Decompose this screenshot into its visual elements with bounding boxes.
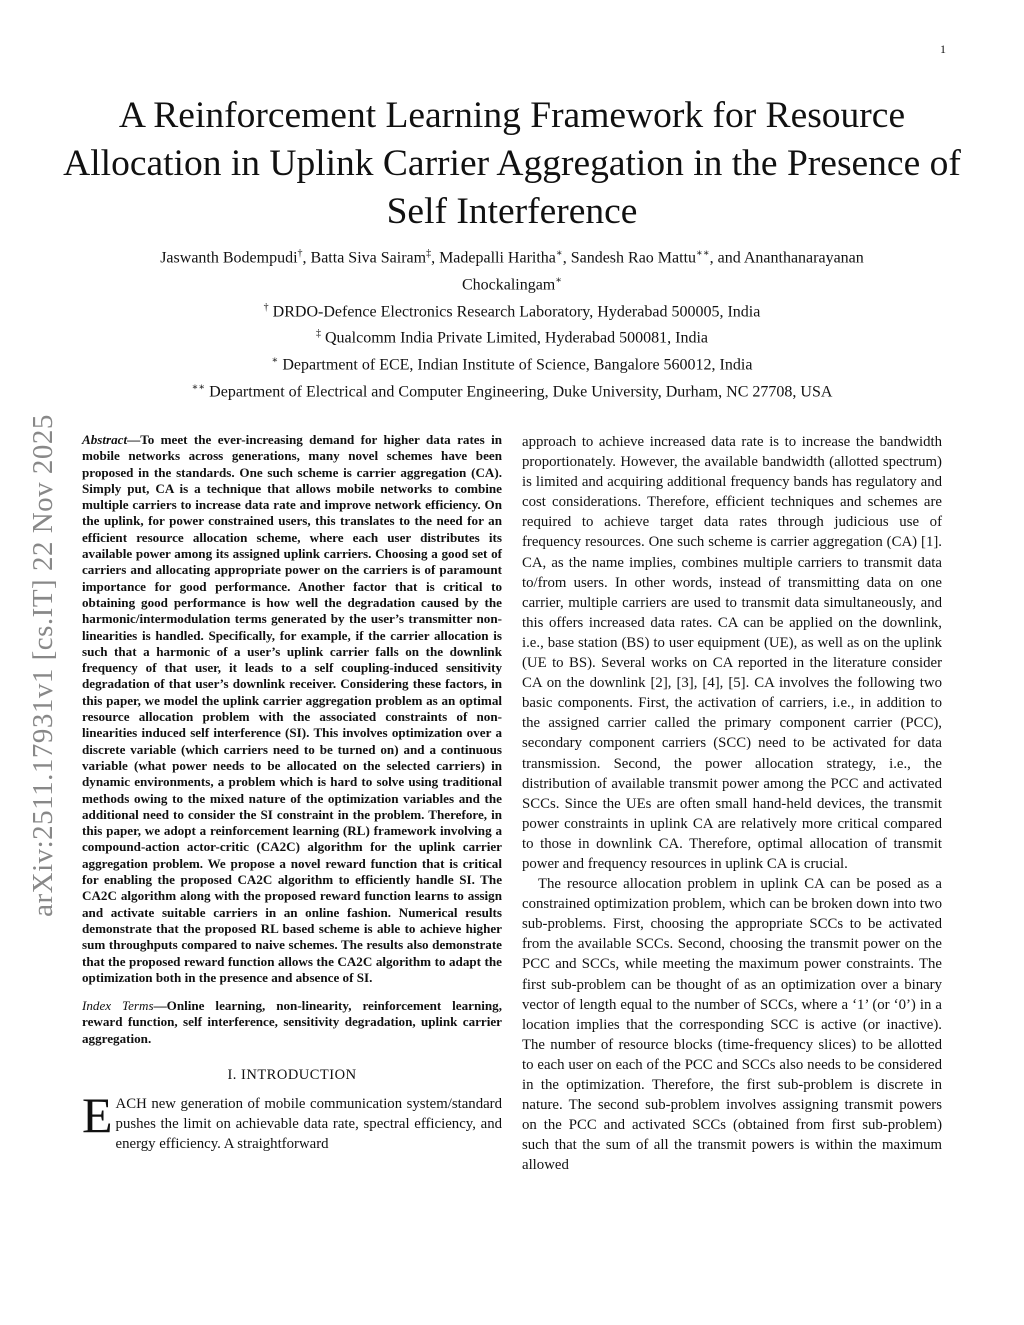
author-list bbox=[120, 243, 904, 297]
index-terms-text: —Online learning, non-linearity, reinforcement learning, reward function, self interference, sensitivity degradation, uplink carrier aggregation. bbox=[82, 998, 502, 1046]
intro-text: ACH new generation of mobile communication system/standard pushes the limit on achievable data rate, spectral efficiency, and energy efficiency. A straightforward bbox=[115, 1096, 502, 1153]
author-mark: ‡ bbox=[426, 248, 432, 259]
affiliation bbox=[120, 297, 904, 324]
page-number: 1 bbox=[940, 42, 946, 56]
author-name: , Batta Siva Sairam bbox=[302, 249, 427, 267]
drop-cap: E bbox=[82, 1087, 113, 1144]
affiliation-mark: † bbox=[263, 301, 269, 313]
abstract bbox=[82, 432, 502, 986]
paper-title: A Reinforcement Learning Framework for Resource Allocation in Uplink Carrier Aggregation in the Presence of Self Interference bbox=[63, 95, 961, 232]
affiliation-text: Department of ECE, Indian Institute of Science, Bangalore 560012, India bbox=[278, 356, 753, 374]
author-name: , Sandesh Rao Mattu bbox=[562, 249, 697, 267]
affiliation bbox=[120, 377, 904, 404]
arxiv-stamp bbox=[8, 375, 78, 955]
affiliation-mark: ∗∗ bbox=[191, 382, 206, 394]
affiliation bbox=[120, 323, 904, 350]
author-mark: † bbox=[297, 248, 303, 259]
author-mark: ∗ bbox=[555, 274, 563, 286]
body-paragraph: approach to achieve increased data rate is to increase the bandwidth proportionately. However, the available bandwidth (allotted spectrum) is limited and acquiring additional frequency bands has regulatory and cost considerations. Therefore, efficient techniques and schemes are required to achieve target data rates through judicious use of frequency resources. One such scheme is carrier aggregation (CA) [1]. CA, as the name implies, combines multiple carriers to transmit data to/from users. In other words, instead of transmitting data on one carrier, multiple carriers are used to transmit data simultaneously, and this offers increased data rates. CA can be applied on the downlink, i.e., base station (BS) to user equipment (UE), as well as on the uplink (UE to BS). Several works on CA reported in the literature consider CA on the downlink [2], [3], [4], [5]. CA involves the following two basic components. First, the activation of carriers, i.e., in addition to the assigned carrier called the primary component carrier (PCC), secondary component carriers (SCC) need to be activated for data transmission. Second, the power allocation strategy, i.e., the distribution of available transmit power among the PCC and activated SCCs. Since the UEs are often small hand-held devices, the transmit power constraints in uplink CA are relatively more critical compared to those in downlink CA. Therefore, optimal allocation of transmit power and frequency resources in uplink CA is crucial. bbox=[522, 434, 942, 872]
right-column bbox=[522, 432, 942, 1175]
abstract-label: Abstract bbox=[82, 432, 128, 447]
author-block bbox=[120, 243, 904, 404]
affiliation-mark: ∗ bbox=[271, 355, 279, 367]
index-terms bbox=[82, 998, 502, 1047]
body-paragraph: The resource allocation problem in uplink CA can be posed as a constrained optimization problem, which can be broken down into two sub-problems. First, choosing the appropriate SCCs to be activated from the available SCCs. Second, choosing the transmit power on the PCC and SCCs, while meeting the maximum power constraints. The first sub-problem can be thought of as an optimization over a binary vector of length equal to the number of SCCs, where a ‘1’ (or ‘0’) in a location implies that the corresponding SCC is active (or inactive). The number of resource blocks (time-frequency slices) to be allotted to each user on each of the PCC and SCCs also needs to be considered in the optimization. Therefore, the first sub-problem is discrete in nature. The second sub-problem involves assigning transmit powers on the PCC and activated SCCs (obtained from first sub-problem) such that the sum of all the transmit powers is within the maximum allowed bbox=[522, 876, 942, 1174]
affiliation-text: Qualcomm India Private Limited, Hyderabad 500081, India bbox=[320, 329, 708, 347]
abstract-text: —To meet the ever-increasing demand for higher data rates in mobile networks across generations, many novel schemes have been proposed in the standards. One such scheme is carrier aggregation (CA). Simply put, CA is a technique that allows mobile networks to combine multiple carriers to increase data rate and improve network efficiency. On the uplink, for power constrained users, this translates to the need for an efficient resource allocation scheme, where each user distributes its available power among its assigned uplink carriers. Choosing a good set of carriers and allocating appropriate power on the carriers is of paramount importance for good performance. Another factor that is critical to obtaining good performance is how well the degradation caused by the harmonic/intermodulation terms generated by the user’s transmitter non-linearities is handled. Specifically, for example, if the carrier allocation is such that a harmonic of a user’s uplink carrier falls on the downlink frequency of that user, it leads to a self coupling-induced sensitivity degradation of that user’s downlink receiver. Considering these factors, in this paper, we model the uplink carrier aggregation problem as an optimal resource allocation problem with the associated constraints of non-linearities induced self interference (SI). This involves optimization over a discrete variable (which carriers need to be turned on) and a continuous variable (what power needs to be allocated on the selected carriers) in dynamic environments, a problem which is hard to solve using traditional methods owing to the mixed nature of the optimization variables and the additional need to consider the SI constraint in the problem. Therefore, in this paper, we adopt a reinforcement learning (RL) framework involving a compound-action actor-critic (CA2C) algorithm for the uplink carrier aggregation problem. We propose a novel reward function that is critical for enabling the proposed CA2C algorithm to efficiently handle SI. The CA2C algorithm along with the proposed reward function learns to assign and activate suitable carriers in an online fashion. Numerical results demonstrate that the proposed RL based scheme is able to achieve higher sum throughputs compared to naive schemes. The results also demonstrate that the proposed reward function allows the CA2C algorithm to adapt the optimization both in the presence and absence of SI. bbox=[82, 432, 502, 985]
section-heading: I. INTRODUCTION bbox=[227, 1066, 357, 1083]
affiliation-mark: ‡ bbox=[315, 328, 321, 340]
index-terms-label: Index Terms bbox=[82, 998, 154, 1014]
author-mark: ∗∗ bbox=[696, 248, 710, 259]
author-name: Jaswanth Bodempudi bbox=[160, 249, 298, 267]
intro-paragraph bbox=[82, 1087, 502, 1154]
author-mark: ∗ bbox=[555, 248, 563, 259]
author-name: , and Ananthanarayanan Chockalingam bbox=[461, 249, 864, 294]
left-column bbox=[82, 432, 502, 1154]
affiliation bbox=[120, 350, 904, 377]
affiliation-text: Department of Electrical and Computer Engineering, Duke University, Durham, NC 27708, USA bbox=[205, 383, 833, 401]
arxiv-stamp-text: arXiv:2511.17931v1 [cs.IT] 22 Nov 2025 bbox=[26, 413, 59, 917]
author-name: , Madepalli Haritha bbox=[431, 249, 556, 267]
affiliation-text: DRDO-Defence Electronics Research Laboratory, Hyderabad 500005, India bbox=[268, 302, 761, 320]
